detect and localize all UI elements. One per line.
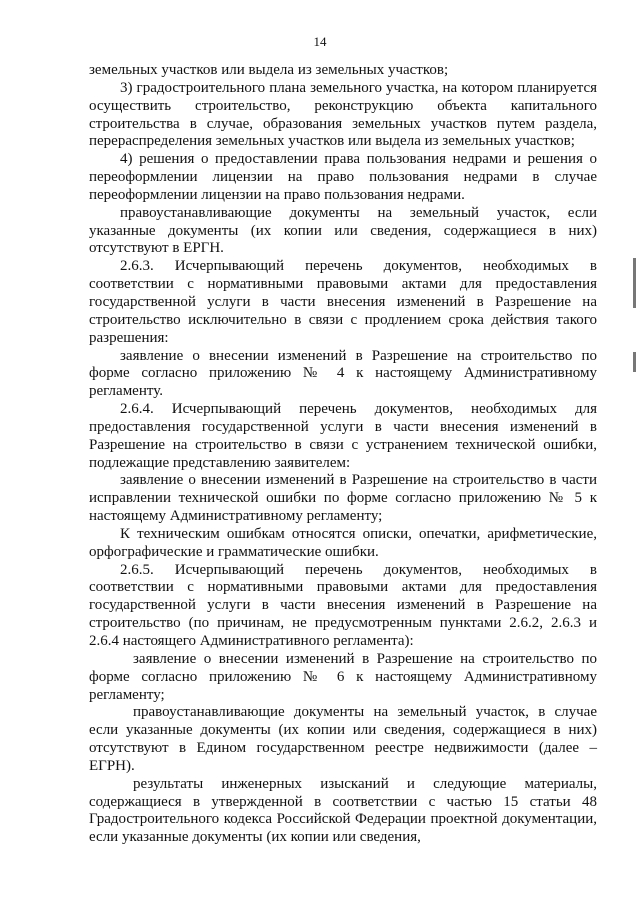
document-body xyxy=(89,62,597,847)
paragraph: 2.6.5. Исчерпывающий перечень документов, необходимых в соответствии с нормативными правовыми актами для предоставления государственной услуги в части внесения изменений в Разрешение на строительство (по причинам, не предусмотренным пунктами 2.6.2, 2.6.3 и 2.6.4 настоящего Административного регламента): xyxy=(89,561,597,649)
paragraph: 2.6.3. Исчерпывающий перечень документов, необходимых в соответствии с нормативными правовыми актами для предоставления государственной услуги в части внесения изменений в Разрешение на строительство исключительно в связи с продлением срока действия такого разрешения: xyxy=(89,258,597,346)
paragraph: результаты инженерных изысканий и следующие материалы, содержащиеся в утвержденной в соответствии с частью 15 статьи 48 Градостроительного кодекса Российской Федерации проектной документации, если указанные документы (их копии или сведения, xyxy=(89,775,597,846)
paragraph: правоустанавливающие документы на земельный участок, если указанные документы (их копии или сведения, содержащиеся в них) отсутствуют в ЕРГН. xyxy=(89,204,597,257)
paragraph: заявление о внесении изменений в Разрешение на строительство в части исправлении технической ошибки по форме согласно приложению № 5 к настоящему Административному регламенту; xyxy=(89,472,597,525)
page-number: 14 xyxy=(313,34,327,49)
paragraph: 4) решения о предоставлении права пользования недрами и решения о переоформлении лицензии на право пользования недрами в случае переоформлении лицензии на право пользования недрами. xyxy=(89,151,597,203)
paragraph: 3) градостроительного плана земельного участка, на котором планируется осуществить строительство, реконструкцию объекта капитального строительства в случае, образования земельных участков путем раздела, перераспределения земельных участков или выдела из земельных участков; xyxy=(89,79,597,150)
paragraph: заявление о внесении изменений в Разрешение на строительство по форме согласно приложению № 6 к настоящему Административному регламенту; xyxy=(89,650,597,703)
scan-margin-mark xyxy=(633,352,636,372)
paragraph: К техническим ошибкам относятся описки, опечатки, арифметические, орфографические и грамматические ошибки. xyxy=(89,525,597,560)
paragraph: правоустанавливающие документы на земельный участок, в случае если указанные документы (их копии или сведения, содержащиеся в них) отсутствуют в Едином государственном реестре недвижимости (далее – ЕГРН). xyxy=(89,704,597,774)
scan-margin-mark xyxy=(633,258,636,308)
paragraph: заявление о внесении изменений в Разрешение на строительство по форме согласно приложению № 4 к настоящему Административному регламенту. xyxy=(89,347,597,400)
paragraph: 2.6.4. Исчерпывающий перечень документов, необходимых для предоставления государственной услуги в части внесения изменений в Разрешение на строительство в связи с устранением технической ошибки, подлежащие представлению заявителем: xyxy=(89,401,597,471)
paragraph: земельных участков или выдела из земельных участков; xyxy=(89,62,449,78)
